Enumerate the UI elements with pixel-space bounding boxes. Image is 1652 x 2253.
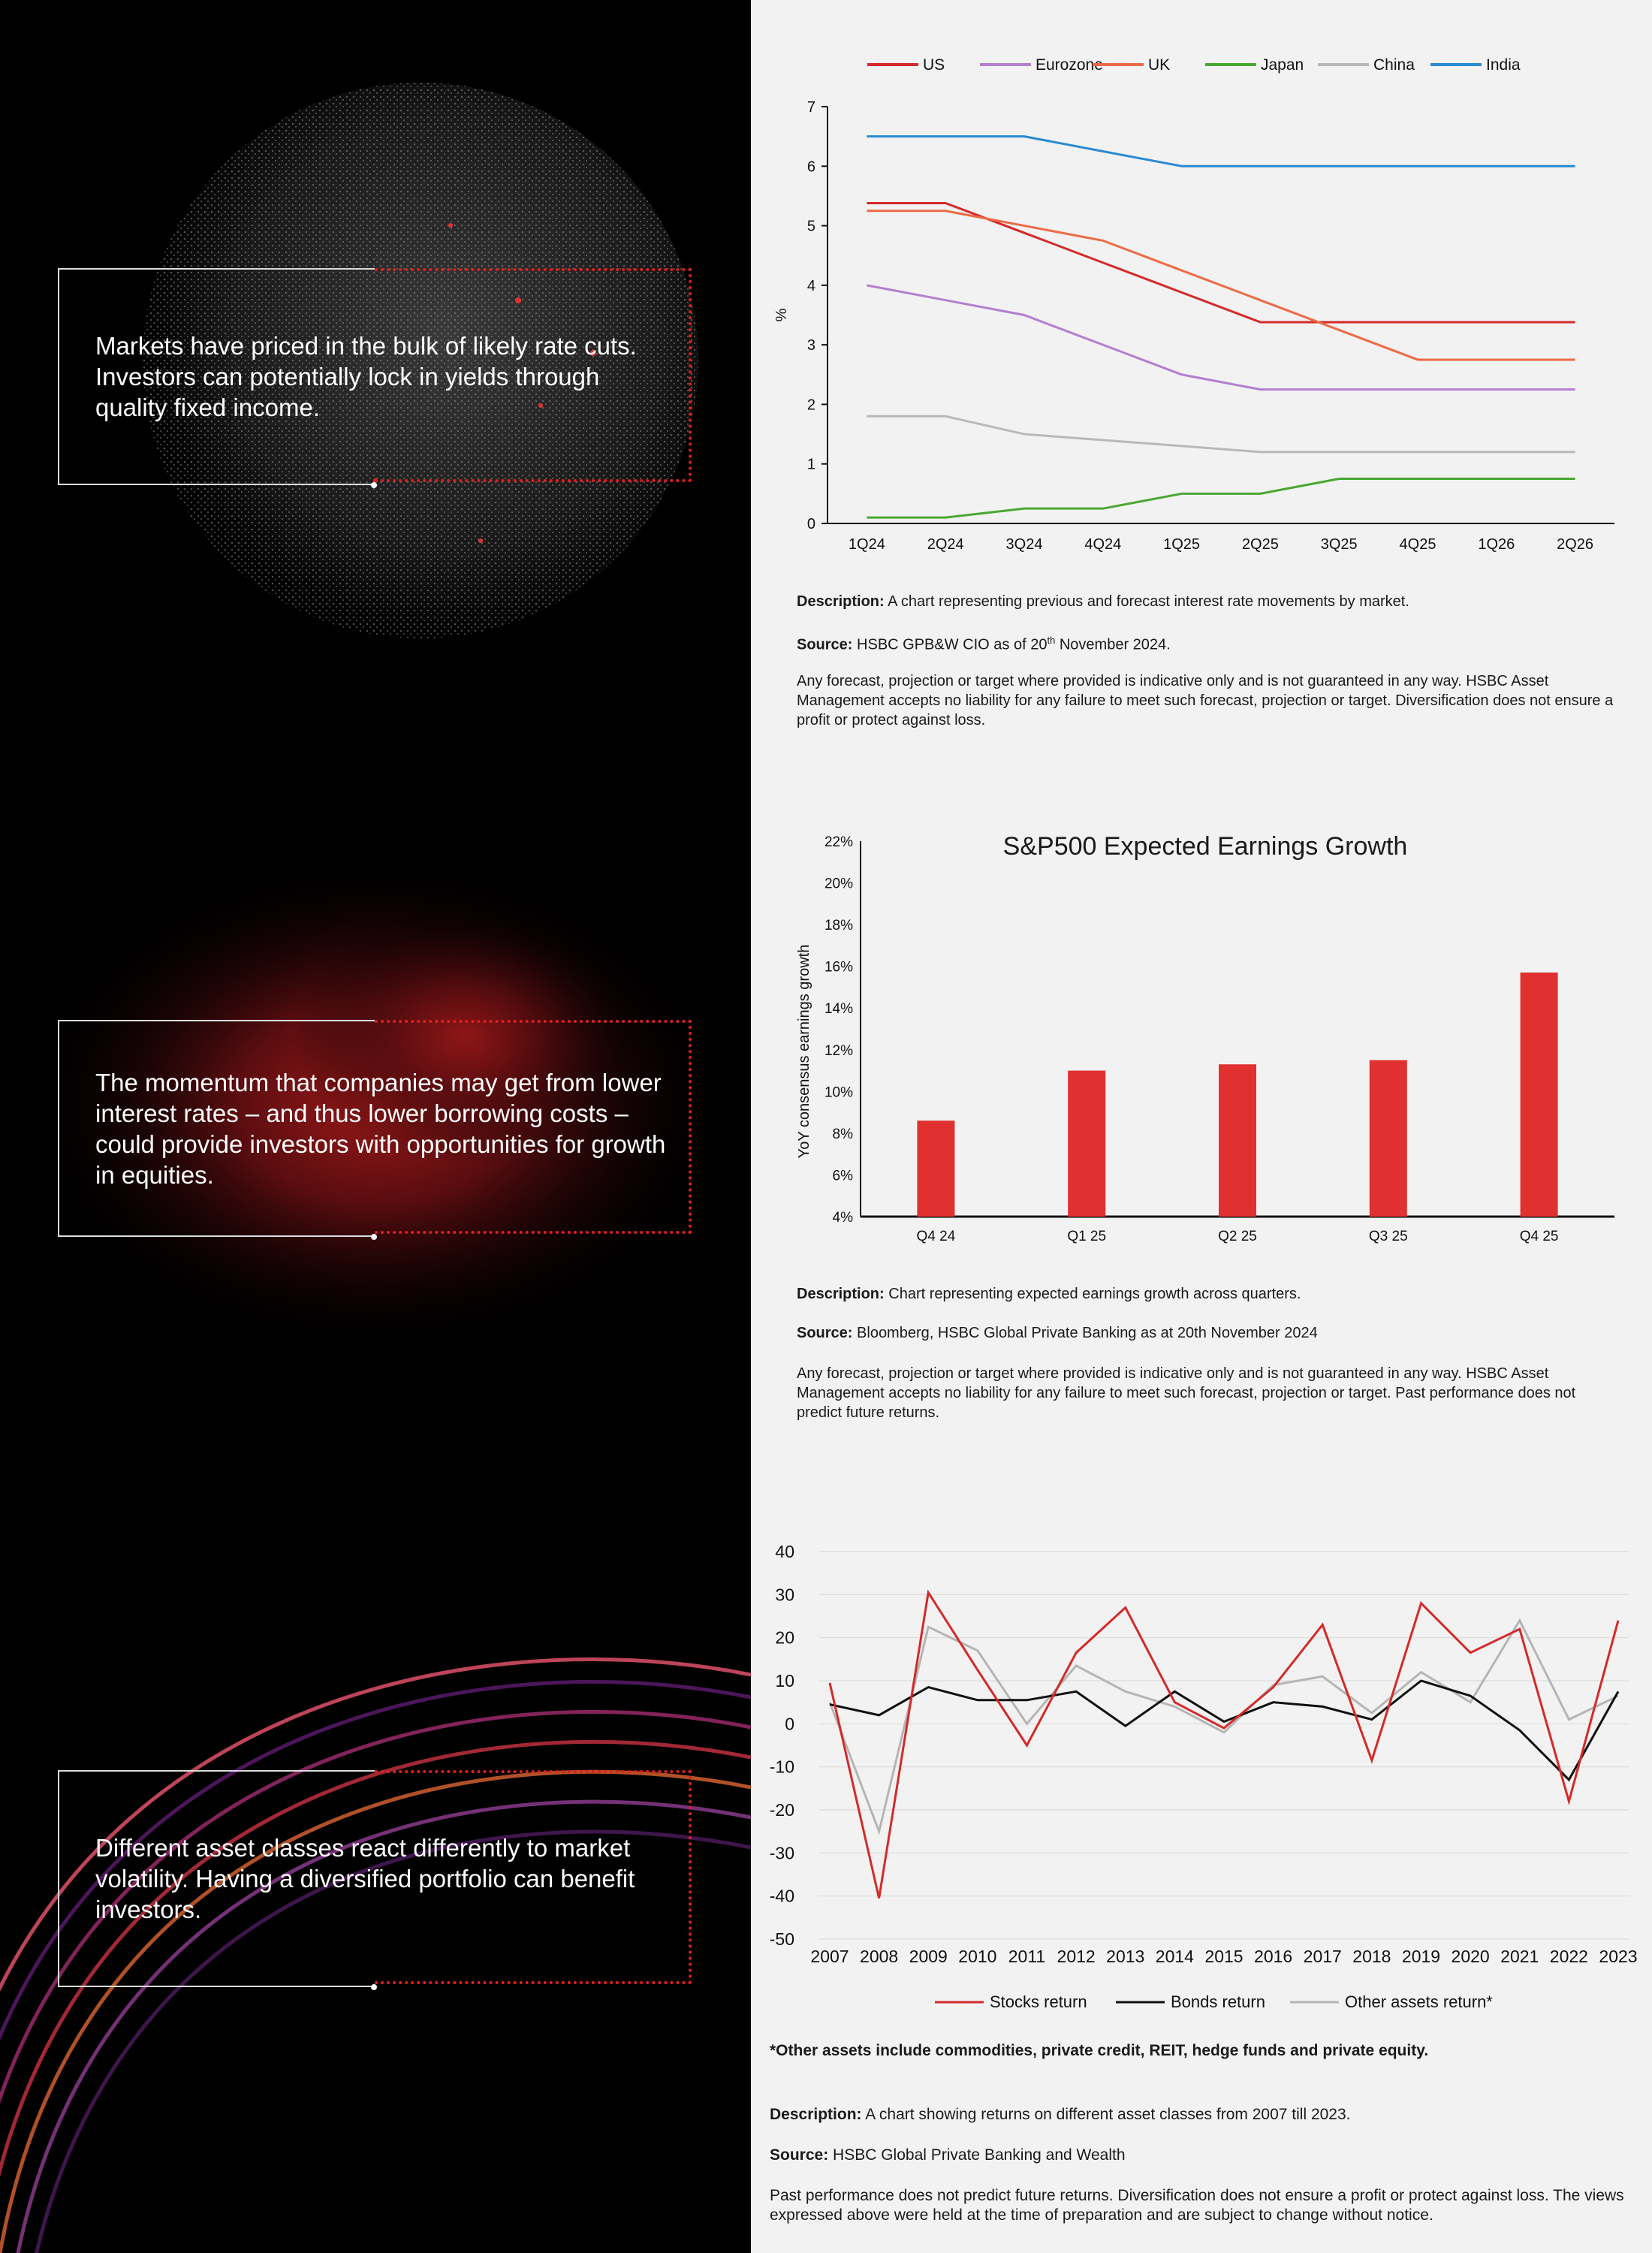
x-tick-label: 2011 [1008, 1947, 1046, 1966]
description-text: Chart representing expected earnings growth across quarters. [888, 1286, 1301, 1302]
x-tick-label: 2021 [1500, 1947, 1539, 1966]
bar-q3-25 [1370, 1060, 1407, 1217]
y-tick-label: 2 [806, 397, 815, 414]
series-line-india [867, 137, 1575, 167]
legend-label: India [1486, 56, 1521, 74]
x-tick-label: 4Q25 [1399, 536, 1436, 553]
callout-text: The momentum that companies may get from lower interest rates – and thus lower borrowing costs – could provide investors with opportunities for growth in equities. [95, 1068, 666, 1189]
right-panel [751, 0, 1652, 2253]
source-label: Source: [770, 2146, 829, 2164]
y-tick-label: 20 [775, 1627, 794, 1648]
source-text: HSBC Global Private Banking and Wealth [833, 2146, 1126, 2164]
y-tick-label: 5 [806, 218, 815, 235]
series-line-stocks-return [830, 1592, 1618, 1898]
x-tick-label: Q3 25 [1368, 1229, 1408, 1244]
y-tick-label: 40 [775, 1542, 794, 1561]
x-tick-label: 2022 [1549, 1947, 1588, 1966]
description-label: Description: [770, 2106, 862, 2123]
x-tick-label: 2008 [860, 1947, 899, 1966]
left-panel [0, 0, 751, 2253]
legend-label: Bonds return [1171, 1992, 1265, 2011]
series-line-eurozone [867, 285, 1575, 390]
series-line-japan [867, 479, 1575, 518]
x-tick-label: 2015 [1204, 1947, 1244, 1966]
earnings-disclaimer: Any forecast, projection or target where provided is indicative only and is not guaranteed in any way. HSBC Asset Management accepts no liability for any failure to meet such forecast, projection or target. Past performance does not predict future returns. [797, 1365, 1576, 1421]
series-line-bonds-return [830, 1681, 1618, 1780]
x-tick-label: 2019 [1401, 1947, 1441, 1966]
y-tick-label: 12% [824, 1042, 853, 1059]
legend-label: UK [1148, 56, 1171, 74]
description-text: A chart showing returns on different asset classes from 2007 till 2023. [865, 2106, 1351, 2123]
x-tick-label: 1Q25 [1163, 536, 1201, 553]
chart-title: S&P500 Expected Earnings Growth [1002, 832, 1408, 861]
source-text-end: November 2024. [1055, 636, 1171, 653]
returns-disclaimer: Past performance does not predict future returns. Diversification does not ensure a profit or protect against loss. The views expressed above were held at the time of preparation and are subject to change without notice. [770, 2187, 1624, 2224]
series-line-china [867, 416, 1575, 452]
x-tick-label: 2007 [810, 1947, 849, 1966]
y-tick-label: 18% [824, 918, 853, 934]
x-tick-label: 2010 [958, 1947, 997, 1966]
callout-equities [58, 1020, 666, 1237]
bar-q4-24 [917, 1120, 954, 1217]
x-tick-label: 3Q24 [1005, 536, 1043, 553]
y-tick-label: -20 [769, 1800, 794, 1820]
y-axis-label: YoY consensus earnings growth [796, 944, 812, 1159]
description-label: Description: [797, 593, 885, 610]
y-tick-label: 16% [824, 959, 853, 976]
y-tick-label: 8% [832, 1126, 853, 1142]
x-tick-label: Q4 25 [1519, 1229, 1559, 1244]
source-label: Source: [797, 1325, 853, 1341]
y-tick-label: -10 [769, 1757, 794, 1777]
x-tick-label: 2012 [1057, 1947, 1096, 1966]
asset-returns-chart [751, 1525, 1652, 2020]
x-tick-label: 2018 [1352, 1947, 1391, 1966]
x-tick-label: 2016 [1254, 1947, 1293, 1966]
legend-label: Other assets return* [1345, 1992, 1493, 2011]
bar-q2-25 [1219, 1064, 1256, 1217]
x-tick-label: 1Q24 [848, 536, 885, 553]
callout-text: Markets have priced in the bulk of likely rate cuts. Investors can potentially lock in yields through quality fixed income. [95, 332, 637, 421]
x-tick-label: Q4 24 [916, 1229, 956, 1244]
callout-fixed-income [58, 268, 637, 485]
x-tick-label: 2Q26 [1557, 536, 1594, 553]
x-tick-label: 2013 [1106, 1947, 1145, 1966]
y-tick-label: 6 [806, 158, 815, 176]
x-tick-label: 2Q24 [927, 536, 964, 553]
y-tick-label: 1 [806, 456, 815, 473]
legend-label: Japan [1261, 56, 1304, 74]
callout-diversification [58, 1770, 635, 1987]
description-text: A chart representing previous and forecast interest rate movements by market. [888, 593, 1409, 610]
x-tick-label: Q2 25 [1218, 1229, 1257, 1244]
rates-disclaimer: Any forecast, projection or target where provided is indicative only and is not guaranteed in any way. HSBC Asset Management accepts no liability for any failure to meet such forecast, projection or target. Diversification does not ensure a profit or protect against loss. [797, 673, 1614, 728]
y-tick-label: 6% [832, 1168, 853, 1184]
legend-label: China [1373, 56, 1415, 74]
y-tick-label: -40 [769, 1886, 794, 1906]
x-tick-label: Q1 25 [1067, 1229, 1107, 1244]
legend-label: Eurozone [1036, 56, 1103, 74]
y-tick-label: 0 [806, 516, 815, 532]
source-label: Source: [797, 636, 853, 653]
returns-description [770, 2105, 1641, 2125]
y-tick-label: -30 [769, 1843, 794, 1863]
series-line-other-assets-return- [830, 1621, 1618, 1832]
x-tick-label: 2009 [909, 1947, 948, 1966]
y-tick-label: 30 [775, 1585, 794, 1605]
y-tick-label: 10% [824, 1084, 853, 1101]
returns-source [770, 2146, 1641, 2165]
y-tick-label: 10 [775, 1671, 794, 1691]
y-tick-label: 20% [824, 876, 853, 892]
x-tick-label: 2020 [1451, 1947, 1490, 1966]
x-tick-label: 2Q25 [1241, 536, 1279, 553]
bar-q1-25 [1068, 1071, 1105, 1217]
x-tick-label: 2014 [1155, 1947, 1194, 1966]
earnings-description [797, 1284, 1623, 1304]
y-tick-label: -50 [769, 1929, 794, 1949]
x-tick-label: 2017 [1303, 1947, 1342, 1966]
y-tick-label: 0 [785, 1714, 794, 1734]
y-tick-label: 14% [824, 1001, 853, 1018]
y-tick-label: 3 [806, 337, 815, 354]
returns-footnote: *Other assets include commodities, private credit, REIT, hedge funds and private equity. [770, 2042, 1429, 2059]
rates-description [797, 592, 1623, 611]
series-line-uk [867, 211, 1575, 360]
callout-text: Different asset classes react differently to market volatility. Having a diversified portfolio can benefit investors. [95, 1834, 635, 1923]
legend-label: US [923, 56, 945, 74]
y-tick-label: 7 [806, 99, 815, 116]
earnings-source [797, 1323, 1623, 1343]
source-text: Bloomberg, HSBC Global Private Banking as at 20th November 2024 [857, 1325, 1318, 1341]
x-tick-label: 1Q26 [1478, 536, 1515, 553]
earnings-growth-chart [751, 819, 1652, 1269]
bar-q4-25 [1521, 973, 1558, 1217]
source-sup: th [1047, 635, 1056, 646]
interest-rates-chart [751, 0, 1652, 571]
y-tick-label: 4 [806, 277, 815, 294]
rates-source [797, 631, 1623, 655]
source-text: HSBC GPB&W CIO as of 20 [857, 636, 1048, 653]
legend-label: Stocks return [990, 1992, 1087, 2011]
y-tick-label: 22% [824, 834, 853, 850]
x-tick-label: 3Q25 [1320, 536, 1358, 553]
y-tick-label: 4% [832, 1210, 853, 1226]
x-tick-label: 2023 [1599, 1947, 1638, 1966]
description-label: Description: [797, 1286, 885, 1302]
x-tick-label: 4Q24 [1084, 536, 1122, 553]
y-axis-label: % [773, 308, 790, 322]
